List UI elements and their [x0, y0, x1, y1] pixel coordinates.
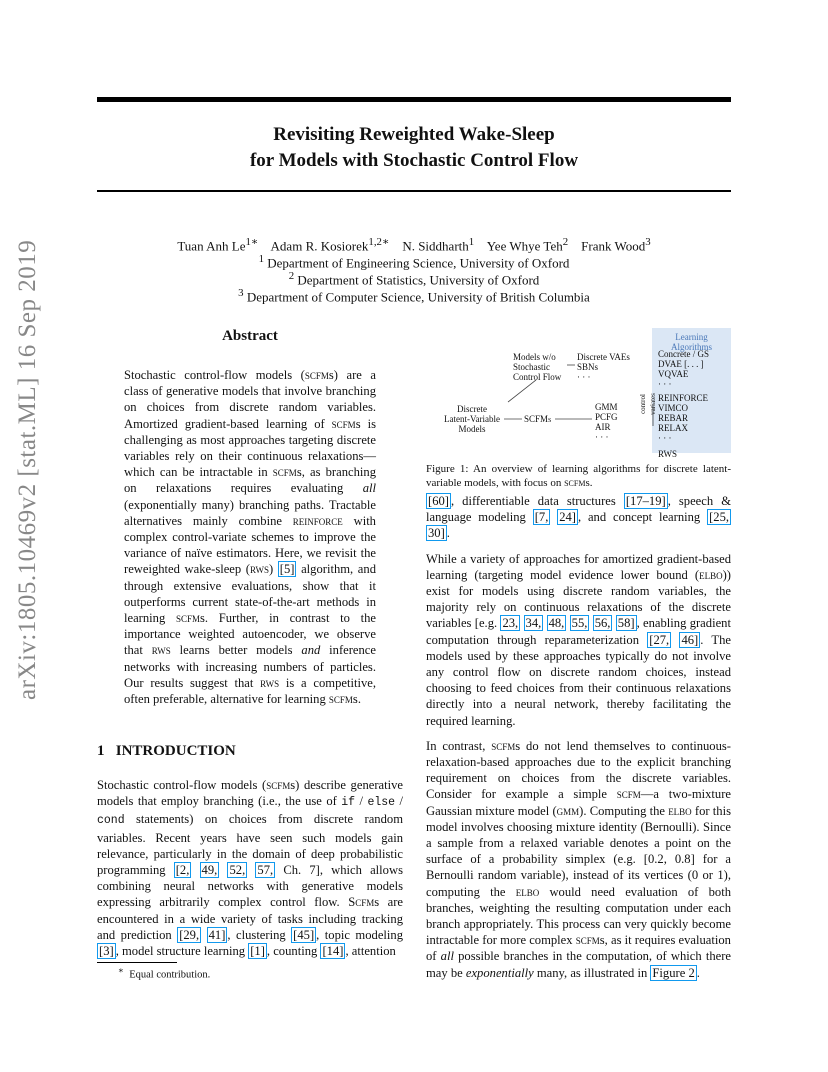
- title-top-rule: [97, 97, 731, 102]
- author-name: Yee Whye Teh: [486, 238, 563, 254]
- arxiv-stamp: arXiv:1805.10469v2 [stat.ML] 16 Sep 2019: [14, 239, 41, 700]
- paper-title-line1: Revisiting Reweighted Wake-Sleep: [273, 124, 555, 145]
- right-column-body: [60] , differentiable data structures [17–19] , speech & language modeling [7, 24] , and concept learning [25, 30] . While a variety of approaches for amortized gradient-based learning (targeting model evidence lower bound (elbo)) exist for models using discrete random variables, the majority rely on continuous relaxations of the discrete variables [e.g. 23, 34, 48, 55, 56, 58] , enabling gradient computation through reparameterization [27, 46] . The models used by these approaches typically do not involve any control flow on discrete random choices, instead choosing to feed choices from their continuous relaxations directly into a neural network, thereby facilitating the required learning. In contrast, scfms do not lend themselves to continuous-relaxation-based approaches due to the explicit branching requirement on choices from the discrete variables. Consider for example a simple scfm—a two-mixture Gaussian mixture model (gmm). Computing the elbo for this model involves choosing mixture identity (Bernoulli). Since a sample from a relaxed variable denotes a point on the surface of a probability simplex (e.g. [0.2, 0.8] for a Bernoulli random variable), instead of its vertices (0 or 1), computing the elbo would need evaluation of both branches, weighting the resulting computation under each branch appropriately. This process can very quickly become intractable for more complex scfms, as it requires evaluation of all possible branches in the computation, of which there may be exponentially many, as illustrated in Figure 2 .: [426, 494, 731, 980]
- footnote: ∗ Equal contribution.: [118, 965, 211, 981]
- figure-1-caption: Figure 1: An overview of learning algorithms for discrete latent-variable models, with focus on scfms.: [426, 463, 731, 489]
- intro-paragraph-left: Stochastic control-flow models (scfms) describe generative models that employ branching (i.e., the use of if / else / cond statements) on choices from discrete random variables. Recent years have seen such models gain relevance, particularly in the domain of deep probabilistic programming [2, 49, 52, 57, Ch. 7], which allows combining neural networks with generative models expressing arbitrarily complex control flow. Scfms are encountered in a wide variety of tasks including tracking and prediction [29, 41] , clustering [45] , topic modeling [3] , model structure learning [1] , counting [14] , attention: [97, 778, 404, 959]
- author-name: Adam R. Kosiorek: [270, 238, 369, 254]
- node-gmm-examples: GMM PCFG AIR · · ·: [595, 402, 618, 442]
- title-bottom-rule: [97, 190, 731, 192]
- author-name: Frank Wood: [581, 238, 646, 254]
- control-variates-label: control variates: [639, 393, 657, 415]
- abstract-body: Stochastic control-flow models (scfms) are a class of generative models that involve branching on choices from discrete random variables. Amortized gradient-based learning of scfms is challenging as most approaches targeting discrete variables rely on their continuous relaxations—which can be intractable in scfms, as branching on relaxations requires evaluating all (exponentially many) branching paths. Tractable alternatives mainly combine reinforce with complex control-variate schemes to improve the variance of naïve estimators. Here, we revisit the reweighted wake-sleep (rws) [5] algorithm, and through extensive evaluations, show that it outperforms current state-of-the-art methods in learning scfms. Further, in contrast to the importance weighted autoencoder, we observe that rws learns better models and inference networks with increasing numbers of particles. Our results suggest that rws is a competitive, often preferable, alternative for learning scfms.: [124, 368, 376, 707]
- node-models-wo-control-flow: Models w/o Stochastic Control Flow: [513, 352, 562, 382]
- node-scfms: SCFMs: [524, 414, 552, 424]
- affiliation-2: $^2$ Department of Statistics, University of Oxford: [288, 270, 540, 288]
- section-heading: 1 INTRODUCTION: [97, 743, 236, 759]
- author-name: N. Siddharth: [402, 238, 469, 254]
- author-name: Tuan Anh Le: [177, 238, 246, 254]
- abstract-heading: Abstract: [222, 328, 278, 344]
- algorithm-list: Concrete / GS DVAE [. . . ] VQVAE · · · REINFORCE VIMCO REBAR RELAX · · · RWS: [658, 349, 709, 459]
- affiliation-3: $^3$ Department of Computer Science, University of British Columbia: [238, 287, 590, 305]
- author-list: Tuan Anh $Le^{1∗}$ Adam R. Kosiorek$^{1,2∗}$ N. Siddharth$^1$ Yee Whye Teh$^2$ Frank Wood$^3$: [177, 236, 651, 254]
- affiliation-1: $^1$ Department of Engineering Science, University of Oxford: [258, 253, 570, 271]
- paper-title-line2: for Models with Stochastic Control Flow: [249, 150, 579, 171]
- algorithms-panel-title: Learning Algorithms: [670, 332, 712, 352]
- node-discrete-vaes: Discrete VAEs SBNs · · ·: [577, 352, 630, 382]
- figure-1-connectors: [440, 340, 660, 450]
- node-discrete-models: Discrete Latent-Variable Models: [444, 404, 500, 434]
- footnote-rule: [97, 962, 177, 963]
